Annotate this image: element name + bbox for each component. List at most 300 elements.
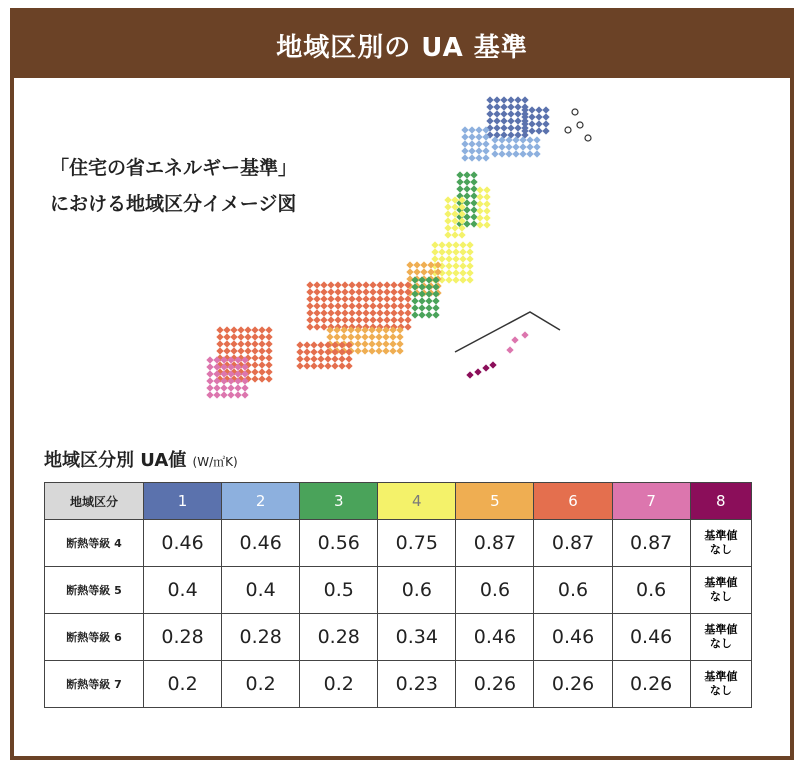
zone-3-dot xyxy=(432,304,439,311)
zone-6-dot xyxy=(331,355,338,362)
zone-5-dot xyxy=(375,347,382,354)
zone-6-dot xyxy=(244,347,251,354)
zone-6-dot xyxy=(251,354,258,361)
ua-value-zone-4: 0.75 xyxy=(378,520,456,567)
zone-5-dot xyxy=(375,340,382,347)
zone-1-dot xyxy=(528,106,535,113)
zone-6-dot xyxy=(320,281,327,288)
zone-7-dot xyxy=(521,331,528,338)
zone-6-dot xyxy=(338,362,345,369)
zone-2-dot xyxy=(512,143,519,150)
ua-value-zone-1: 0.2 xyxy=(144,661,222,708)
zone-7-dot xyxy=(234,384,241,391)
ua-value-zone-6: 0.26 xyxy=(534,661,612,708)
table-row xyxy=(45,520,752,567)
zone-6-dot xyxy=(258,361,265,368)
ua-value-zone-4: 0.6 xyxy=(378,567,456,614)
ua-value-zone-7: 0.87 xyxy=(612,520,690,567)
zone-6-dot xyxy=(230,340,237,347)
zone-6-dot xyxy=(230,326,237,333)
zone-1-dot xyxy=(486,103,493,110)
zone-7-dot xyxy=(241,384,248,391)
zone-1-dot xyxy=(493,96,500,103)
zone-6-dot xyxy=(383,281,390,288)
zone-3-dot xyxy=(470,178,477,185)
ua-value-zone-6: 0.87 xyxy=(534,520,612,567)
zone-5-dot xyxy=(396,347,403,354)
zone-6-dot xyxy=(348,295,355,302)
zone-3-dot xyxy=(470,192,477,199)
zone-6-dot xyxy=(355,316,362,323)
ua-value-zone-7: 0.26 xyxy=(612,661,690,708)
zone-4-dot xyxy=(476,207,483,214)
zone-8-dot xyxy=(489,361,496,368)
grade-label: 断熱等級 7 xyxy=(45,661,144,708)
zone-header-5: 5 xyxy=(456,483,534,520)
zone-header-2: 2 xyxy=(222,483,300,520)
table-row xyxy=(45,661,752,708)
zone-6-dot xyxy=(223,326,230,333)
table-body xyxy=(45,520,752,708)
zone-2-dot xyxy=(461,140,468,147)
zone-1-dot xyxy=(507,96,514,103)
zone-6-dot xyxy=(390,316,397,323)
zone-6-dot xyxy=(345,362,352,369)
zone-8-dot xyxy=(482,364,489,371)
zone-3-dot xyxy=(470,220,477,227)
zone-5-dot xyxy=(420,261,427,268)
northern-island-dot xyxy=(577,122,583,128)
zone-2-dot xyxy=(526,143,533,150)
zone-6-dot xyxy=(265,340,272,347)
zone-6-dot xyxy=(324,362,331,369)
ua-value-zone-3: 0.28 xyxy=(300,614,378,661)
zone-6-dot xyxy=(327,295,334,302)
zone-4-dot xyxy=(452,269,459,276)
zone-6-dot xyxy=(383,295,390,302)
zone-1-dot xyxy=(535,113,542,120)
zone-1-dot xyxy=(514,124,521,131)
ua-value-zone-5: 0.87 xyxy=(456,520,534,567)
zone-6-dot xyxy=(244,340,251,347)
zone-6-dot xyxy=(397,288,404,295)
zone-6-dot xyxy=(397,302,404,309)
zone-2-dot xyxy=(482,140,489,147)
zone-6-dot xyxy=(265,354,272,361)
zone-6-dot xyxy=(296,355,303,362)
zone-4-dot xyxy=(431,241,438,248)
zone-1-dot xyxy=(500,124,507,131)
zone-6-dot xyxy=(404,323,411,330)
zone-7-dot xyxy=(213,384,220,391)
zone-6-dot xyxy=(369,309,376,316)
table-row xyxy=(45,614,752,661)
zone-1-dot xyxy=(493,117,500,124)
zone-4-dot xyxy=(459,255,466,262)
zone-2-dot xyxy=(461,147,468,154)
zone-7-dot xyxy=(220,391,227,398)
ua-value-zone-1: 0.28 xyxy=(144,614,222,661)
zone-4-dot xyxy=(444,196,451,203)
ua-value-zone-5: 0.46 xyxy=(456,614,534,661)
zone-4-dot xyxy=(452,248,459,255)
zone-6-dot xyxy=(341,302,348,309)
zone-6-dot xyxy=(296,341,303,348)
ua-value-zone-7: 0.6 xyxy=(612,567,690,614)
zone-6-dot xyxy=(390,309,397,316)
zone-6-dot xyxy=(327,281,334,288)
zone-6-dot xyxy=(397,295,404,302)
zone-3-dot xyxy=(470,185,477,192)
zone-3-dot xyxy=(418,297,425,304)
zone-2-dot xyxy=(475,126,482,133)
zone-5-dot xyxy=(368,333,375,340)
zone-1-dot xyxy=(493,103,500,110)
zone-6-dot xyxy=(362,309,369,316)
ua-table xyxy=(44,482,752,708)
zone-6-dot xyxy=(265,333,272,340)
zone-1-dot xyxy=(535,120,542,127)
zone-6-dot xyxy=(313,288,320,295)
zone-6-dot xyxy=(251,347,258,354)
zone-5-dot xyxy=(368,347,375,354)
zone-6-dot xyxy=(404,316,411,323)
zone-4-dot xyxy=(459,241,466,248)
zone-6-dot xyxy=(296,348,303,355)
zone-6-dot xyxy=(306,309,313,316)
zone-1-dot xyxy=(535,106,542,113)
zone-3-dot xyxy=(463,185,470,192)
zone-6-dot xyxy=(320,309,327,316)
map-dots xyxy=(206,96,591,398)
zone-6-dot xyxy=(251,340,258,347)
zone-3-dot xyxy=(463,192,470,199)
zone-2-dot xyxy=(533,136,540,143)
zone-2-dot xyxy=(533,143,540,150)
zone-header-6: 6 xyxy=(534,483,612,520)
zone-4-dot xyxy=(476,214,483,221)
corner-header: 地域区分 xyxy=(45,483,144,520)
zone-4-dot xyxy=(466,269,473,276)
grade-label: 断熱等級 5 xyxy=(45,567,144,614)
zone-6-dot xyxy=(258,347,265,354)
zone-4-dot xyxy=(466,241,473,248)
ua-value-zone-5: 0.26 xyxy=(456,661,534,708)
zone-5-dot xyxy=(406,261,413,268)
zone-6-dot xyxy=(383,316,390,323)
zone-6-dot xyxy=(376,302,383,309)
zone-6-dot xyxy=(306,302,313,309)
zone-6-dot xyxy=(355,288,362,295)
zone-1-dot xyxy=(535,127,542,134)
caption-line-2: における地域区分イメージ図 xyxy=(50,193,297,215)
zone-2-dot xyxy=(482,147,489,154)
zone-2-dot xyxy=(461,126,468,133)
zone-header-3: 3 xyxy=(300,483,378,520)
zone-2-dot xyxy=(526,136,533,143)
zone-6-dot xyxy=(313,302,320,309)
zone-6-dot xyxy=(216,340,223,347)
zone-6-dot xyxy=(258,375,265,382)
grade-label: 断熱等級 4 xyxy=(45,520,144,567)
zone-6-dot xyxy=(265,326,272,333)
zone-3-dot xyxy=(470,199,477,206)
zone-6-dot xyxy=(320,295,327,302)
zone-7-dot xyxy=(220,384,227,391)
zone-2-dot xyxy=(475,147,482,154)
zone-4-dot xyxy=(476,186,483,193)
zone-5-dot xyxy=(382,347,389,354)
zone-6-dot xyxy=(355,309,362,316)
zone-4-dot xyxy=(445,276,452,283)
zone-1-dot xyxy=(500,117,507,124)
zone-3-dot xyxy=(411,311,418,318)
zone-5-dot xyxy=(347,333,354,340)
zone-2-dot xyxy=(475,154,482,161)
zone-4-dot xyxy=(438,248,445,255)
zone-6-dot xyxy=(320,288,327,295)
zone-6-dot xyxy=(369,295,376,302)
zone-6-dot xyxy=(404,295,411,302)
zone-4-dot xyxy=(444,210,451,217)
zone-5-dot xyxy=(396,340,403,347)
zone-6-dot xyxy=(348,309,355,316)
zone-6-dot xyxy=(310,348,317,355)
zone-6-dot xyxy=(334,316,341,323)
zone-6-dot xyxy=(397,309,404,316)
zone-2-dot xyxy=(491,150,498,157)
zone-4-dot xyxy=(476,221,483,228)
zone-4-dot xyxy=(483,221,490,228)
zone-5-dot xyxy=(368,340,375,347)
zone-6-dot xyxy=(306,281,313,288)
zone-6-dot xyxy=(376,316,383,323)
zone-5-dot xyxy=(420,268,427,275)
zone-3-dot xyxy=(411,304,418,311)
zone-6-dot xyxy=(383,302,390,309)
zone-6-dot xyxy=(383,309,390,316)
zone-6-dot xyxy=(306,316,313,323)
zone-6-dot xyxy=(313,309,320,316)
zone-6-dot xyxy=(334,288,341,295)
zone-4-dot xyxy=(459,248,466,255)
zone-2-dot xyxy=(512,150,519,157)
zone-6-dot xyxy=(334,309,341,316)
zone-1-dot xyxy=(493,110,500,117)
table-row xyxy=(45,567,752,614)
zone-6-dot xyxy=(265,375,272,382)
zone-5-dot xyxy=(389,333,396,340)
zone-6-dot xyxy=(317,362,324,369)
zone-6-dot xyxy=(324,355,331,362)
zone-6-dot xyxy=(327,309,334,316)
zone-5-dot xyxy=(413,261,420,268)
ua-value-zone-2: 0.2 xyxy=(222,661,300,708)
zone-6-dot xyxy=(355,302,362,309)
zone-6-dot xyxy=(251,326,258,333)
zone-6-dot xyxy=(327,316,334,323)
zone-4-dot xyxy=(451,224,458,231)
zone-8-dot xyxy=(474,368,481,375)
zone-6-dot xyxy=(362,295,369,302)
zone-6-dot xyxy=(216,333,223,340)
zone-1-dot xyxy=(486,117,493,124)
zone-5-dot xyxy=(333,333,340,340)
ua-value-zone-3: 0.56 xyxy=(300,520,378,567)
zone-6-dot xyxy=(369,302,376,309)
zone-6-dot xyxy=(369,316,376,323)
table-title-text: 地域区分別 UA値 xyxy=(44,450,187,471)
zone-2-dot xyxy=(498,143,505,150)
zone-1-dot xyxy=(514,103,521,110)
zone-6-dot xyxy=(334,302,341,309)
zone-1-dot xyxy=(500,96,507,103)
zone-6-dot xyxy=(251,361,258,368)
zone-3-dot xyxy=(425,304,432,311)
zone-6-dot xyxy=(355,295,362,302)
zone-2-dot xyxy=(468,154,475,161)
zone-6-dot xyxy=(265,368,272,375)
zone-5-dot xyxy=(389,347,396,354)
okinawa-inset-line xyxy=(455,312,560,352)
zone-6-dot xyxy=(345,355,352,362)
zone-6-dot xyxy=(334,295,341,302)
zone-4-dot xyxy=(466,262,473,269)
zone-6-dot xyxy=(397,281,404,288)
zone-4-dot xyxy=(459,269,466,276)
zone-3-dot xyxy=(432,311,439,318)
zone-6-dot xyxy=(306,295,313,302)
zone-6-dot xyxy=(237,333,244,340)
zone-3-dot xyxy=(418,304,425,311)
zone-6-dot xyxy=(303,348,310,355)
zone-4-dot xyxy=(458,231,465,238)
zone-2-dot xyxy=(491,143,498,150)
zone-6-dot xyxy=(355,281,362,288)
zone-2-dot xyxy=(482,154,489,161)
zone-6-dot xyxy=(258,326,265,333)
zone-2-dot xyxy=(505,150,512,157)
zone-6-dot xyxy=(230,347,237,354)
zone-3-dot xyxy=(463,171,470,178)
zone-1-dot xyxy=(507,110,514,117)
ua-value-zone-1: 0.4 xyxy=(144,567,222,614)
zone-1-dot xyxy=(486,96,493,103)
zone-7-dot xyxy=(206,391,213,398)
zone-3-dot xyxy=(456,185,463,192)
zone-5-dot xyxy=(354,333,361,340)
zone-6-dot xyxy=(317,341,324,348)
zone-6-dot xyxy=(320,302,327,309)
zone-6-dot xyxy=(251,375,258,382)
zone-6-dot xyxy=(362,316,369,323)
zone-2-dot xyxy=(468,126,475,133)
zone-4-dot xyxy=(466,248,473,255)
zone-6-dot xyxy=(341,316,348,323)
zone-4-dot xyxy=(445,248,452,255)
zone-6-dot xyxy=(348,288,355,295)
zone-4-dot xyxy=(452,262,459,269)
zone-6-dot xyxy=(331,362,338,369)
zone-1-dot xyxy=(507,103,514,110)
ua-value-zone-8: 基準値 なし xyxy=(690,567,751,614)
zone-1-dot xyxy=(514,117,521,124)
zone-1-dot xyxy=(528,120,535,127)
ua-value-zone-8: 基準値 なし xyxy=(690,661,751,708)
zone-4-dot xyxy=(445,262,452,269)
zone-2-dot xyxy=(468,133,475,140)
zone-4-dot xyxy=(483,200,490,207)
zone-5-dot xyxy=(413,268,420,275)
zone-7-dot xyxy=(241,391,248,398)
zone-6-dot xyxy=(310,362,317,369)
zone-4-dot xyxy=(452,255,459,262)
zone-1-dot xyxy=(507,117,514,124)
zone-6-dot xyxy=(362,302,369,309)
ua-value-zone-4: 0.23 xyxy=(378,661,456,708)
zone-6-dot xyxy=(296,362,303,369)
zone-2-dot xyxy=(461,154,468,161)
zone-2-dot xyxy=(498,150,505,157)
zone-1-dot xyxy=(528,113,535,120)
zone-6-dot xyxy=(348,302,355,309)
zone-6-dot xyxy=(223,340,230,347)
zone-6-dot xyxy=(251,368,258,375)
table-title xyxy=(44,446,238,472)
zone-6-dot xyxy=(310,355,317,362)
zone-6-dot xyxy=(303,341,310,348)
zone-7-dot xyxy=(206,377,213,384)
zone-2-dot xyxy=(526,150,533,157)
zone-6-dot xyxy=(404,302,411,309)
zone-header-1: 1 xyxy=(144,483,222,520)
zone-header-8: 8 xyxy=(690,483,751,520)
zone-7-dot xyxy=(234,391,241,398)
zone-6-dot xyxy=(306,323,313,330)
zone-6-dot xyxy=(223,333,230,340)
zone-3-dot xyxy=(456,171,463,178)
northern-island-dot xyxy=(572,109,578,115)
zone-2-dot xyxy=(533,150,540,157)
zone-3-dot xyxy=(470,213,477,220)
zone-4-dot xyxy=(452,241,459,248)
zone-6-dot xyxy=(313,323,320,330)
ua-value-zone-5: 0.6 xyxy=(456,567,534,614)
zone-header-7: 7 xyxy=(612,483,690,520)
zone-7-dot xyxy=(213,391,220,398)
zone-4-dot xyxy=(476,200,483,207)
zone-6-dot xyxy=(237,326,244,333)
zone-6-dot xyxy=(334,281,341,288)
zone-2-dot xyxy=(461,133,468,140)
zone-6-dot xyxy=(303,362,310,369)
zone-5-dot xyxy=(361,333,368,340)
zone-4-dot xyxy=(459,262,466,269)
zone-5-dot xyxy=(354,347,361,354)
zone-4-dot xyxy=(438,255,445,262)
zone-3-dot xyxy=(425,297,432,304)
zone-6-dot xyxy=(404,309,411,316)
zone-3-dot xyxy=(463,178,470,185)
ua-value-zone-2: 0.28 xyxy=(222,614,300,661)
ua-value-zone-8: 基準値 なし xyxy=(690,614,751,661)
zone-3-dot xyxy=(432,297,439,304)
zone-6-dot xyxy=(265,347,272,354)
zone-4-dot xyxy=(483,214,490,221)
zone-3-dot xyxy=(456,178,463,185)
zone-6-dot xyxy=(376,295,383,302)
zone-6-dot xyxy=(362,288,369,295)
